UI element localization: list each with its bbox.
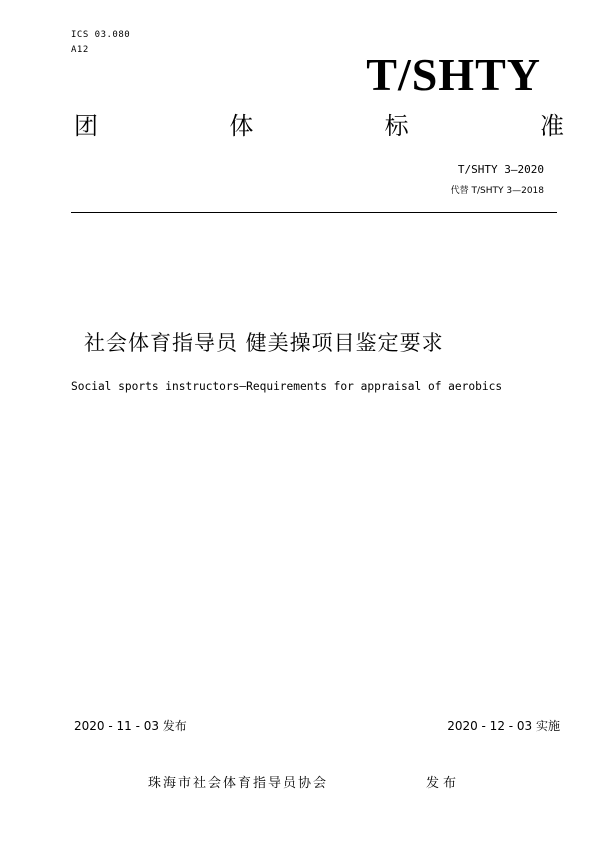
standard-type-char: 标 (384, 112, 409, 140)
standard-type-heading (74, 114, 564, 138)
standard-type-char: 团 (74, 112, 98, 140)
ics-code: ICS 03.080 (71, 30, 131, 40)
ccs-code: A12 (71, 45, 89, 55)
issuing-organization: 珠海市社会体育指导员协会 (148, 776, 329, 791)
issued-label: 发布 (426, 776, 461, 791)
implementation-date: 2020 - 12 - 03 实施 (447, 719, 560, 733)
publish-date: 2020 - 11 - 03 发布 (74, 719, 187, 733)
document-title-english: Social sports instructors—Requirements for appraisal of aerobics (71, 380, 503, 393)
document-title-chinese: 社会体育指导员 健美操项目鉴定要求 (84, 331, 444, 355)
standard-brand-logo: T/SHTY (366, 49, 541, 100)
standard-type-char: 准 (539, 112, 564, 140)
standard-type-char: 体 (229, 112, 254, 140)
header-divider (71, 212, 557, 213)
replaces-standard: 代替 T/SHTY 3—2018 (450, 186, 544, 196)
standard-number: T/SHTY 3—2020 (457, 163, 544, 176)
